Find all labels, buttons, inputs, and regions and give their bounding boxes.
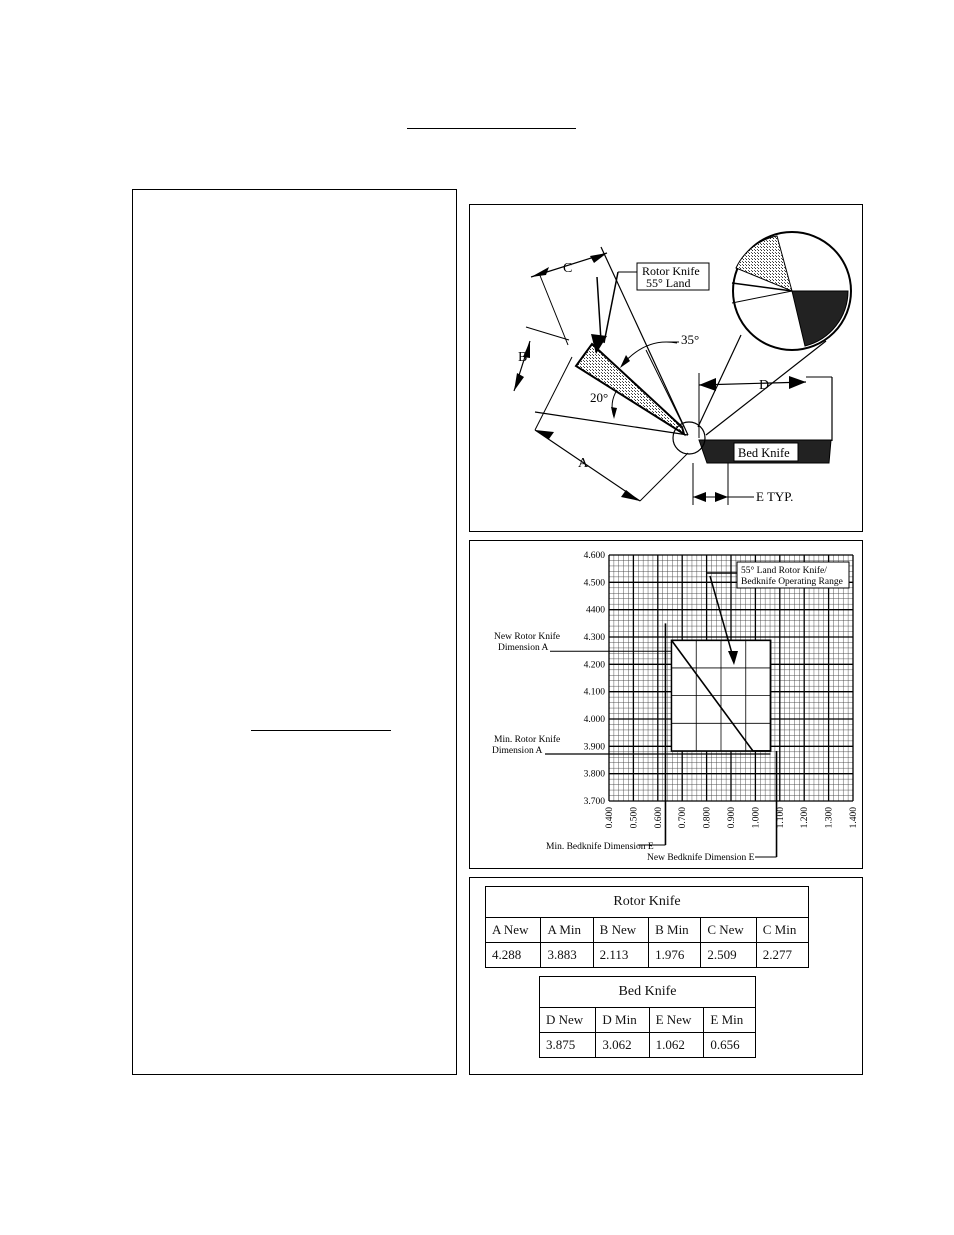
heading-rule [407, 128, 576, 129]
new-bedknife-e-label: New Bedknife Dimension E [647, 853, 755, 863]
table-value-cell: 0.656 [704, 1033, 756, 1058]
table-value-cell: 3.062 [596, 1033, 649, 1058]
y-tick-label: 3.800 [583, 769, 605, 780]
x-tick-label: 1.400 [849, 807, 859, 829]
rotor-knife-label-line1: Rotor Knife [642, 264, 700, 278]
min-rotor-a-line2: Dimension A [492, 746, 543, 756]
y-tick-label: 4.500 [583, 578, 605, 589]
table-header-cell: E Min [704, 1008, 756, 1033]
min-bedknife-e-label: Min. Bedknife Dimension E [546, 842, 654, 852]
table-header-cell: D New [540, 1008, 596, 1033]
x-tick-label: 0.400 [605, 807, 615, 829]
dimension-b-label: B [518, 350, 528, 365]
table-value-cell: 2.113 [593, 943, 648, 968]
y-tick-label: 4.600 [583, 551, 605, 561]
detail-circle-small [673, 422, 705, 454]
dimension-a-label: A [578, 456, 589, 471]
subheading-rule [251, 730, 391, 731]
chart-legend-line1: 55° Land Rotor Knife/ [741, 566, 827, 576]
table-header-cell: D Min [596, 1008, 649, 1033]
y-tick-label: 3.700 [583, 797, 605, 807]
rotor-knife-table [485, 886, 809, 968]
x-tick-label: 0.600 [653, 807, 664, 829]
rotor-knife-label-line2: 55° Land [646, 276, 691, 290]
text-panel [132, 189, 457, 1075]
table-value-cell: 2.509 [701, 943, 756, 968]
table-header-cell: C Min [756, 918, 808, 943]
table-header-cell: A New [486, 918, 541, 943]
x-tick-label: 0.700 [678, 807, 689, 829]
chart-legend-line2: Bedknife Operating Range [741, 577, 843, 587]
angle-35-label: 35° [681, 332, 700, 347]
table-header-cell: B Min [649, 918, 701, 943]
table-header-cell: E New [649, 1008, 704, 1033]
angle-20-label: 20° [590, 390, 609, 405]
knife-diagram [470, 205, 862, 531]
y-tick-label: 4.200 [583, 660, 605, 671]
table-header-cell: C New [701, 918, 756, 943]
knife-diagram-panel [469, 204, 863, 532]
bed-table-title: Bed Knife [540, 977, 756, 1008]
table-value-cell: 4.288 [486, 943, 541, 968]
table-value-cell: 2.277 [756, 943, 808, 968]
table-value-cell: 1.062 [649, 1033, 704, 1058]
x-tick-label: 1.000 [751, 807, 762, 829]
knife-spec-tables-panel [469, 877, 863, 1075]
y-tick-label: 4.100 [583, 687, 605, 698]
y-tick-label: 4400 [586, 605, 605, 616]
min-rotor-a-line1: Min. Rotor Knife [494, 735, 561, 745]
bed-knife-table [539, 976, 756, 1058]
dimension-d-label: D [759, 378, 770, 393]
new-rotor-a-line1: New Rotor Knife [494, 632, 560, 642]
new-rotor-a-line2: Dimension A [498, 643, 549, 653]
bed-knife-label: Bed Knife [738, 446, 790, 460]
table-header-cell: A Min [541, 918, 593, 943]
x-tick-label: 0.500 [629, 807, 640, 829]
x-tick-label: 1.200 [800, 807, 811, 829]
x-tick-label: 1.100 [775, 807, 786, 829]
table-value-cell: 3.875 [540, 1033, 596, 1058]
dimension-c-label: C [563, 261, 573, 276]
y-tick-label: 3.900 [583, 742, 605, 753]
dimension-e-label: E TYP. [756, 489, 794, 504]
x-tick-label: 0.900 [727, 807, 737, 829]
operating-range-chart-panel [469, 540, 863, 869]
operating-range-chart [470, 541, 862, 868]
rotor-table-title: Rotor Knife [486, 887, 809, 918]
table-header-cell: B New [593, 918, 648, 943]
table-value-cell: 1.976 [649, 943, 701, 968]
table-value-cell: 3.883 [541, 943, 593, 968]
y-tick-label: 4.300 [583, 633, 605, 643]
x-tick-label: 0.800 [702, 807, 713, 829]
x-tick-label: 1.300 [824, 807, 835, 829]
y-tick-label: 4.000 [583, 715, 605, 725]
